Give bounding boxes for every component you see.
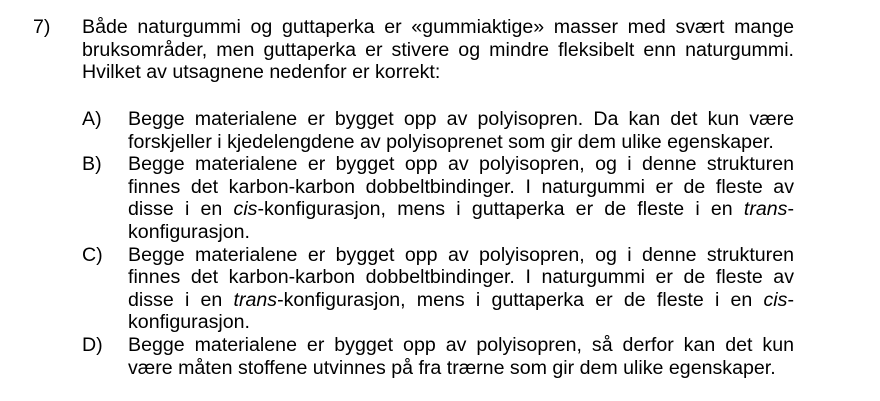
- option-line: finnes det karbon-karbon dobbeltbindinger. I naturgummi er de fleste av: [128, 266, 794, 289]
- option-line: Begge materialene er bygget opp av polyisopren, så derfor kan det kun: [128, 333, 794, 356]
- option-line: være måten stoffene utvinnes på fra trærne som gir dem ulike egenskaper.: [128, 356, 776, 379]
- stem-line: Hvilket av utsagnene nedenfor er korrekt:: [82, 61, 441, 84]
- text-run: disse i en: [128, 198, 234, 221]
- option-letter: A): [82, 108, 102, 130]
- option-b[interactable]: [82, 153, 794, 243]
- option-letter: C): [82, 243, 103, 266]
- stem-line: bruksområder, men guttaperka er stivere og mindre fleksibelt enn naturgummi.: [82, 38, 794, 61]
- italic-term: cis: [763, 288, 788, 311]
- option-c[interactable]: [82, 244, 794, 334]
- option-a[interactable]: [82, 108, 794, 153]
- option-letter: B): [82, 153, 102, 176]
- option-line: konfigurasjon.: [128, 311, 250, 334]
- text-run: -: [787, 198, 794, 221]
- option-line: finnes det karbon-karbon dobbeltbindinger. I naturgummi er de fleste av: [128, 175, 794, 198]
- option-line: [128, 289, 794, 312]
- italic-term: cis: [233, 198, 258, 221]
- text-run: -: [787, 288, 794, 311]
- option-d[interactable]: [82, 334, 794, 379]
- question-number: 7): [33, 16, 51, 38]
- text-run: -konfigurasjon, mens i guttaperka er de fleste i en: [257, 198, 744, 221]
- question-stem: [82, 16, 794, 84]
- text-run: -konfigurasjon, mens i guttaperka er de fleste i en: [277, 288, 764, 311]
- option-line: Begge materialene er bygget opp av polyisopren, og i denne strukturen: [128, 153, 794, 176]
- option-line: forskjeller i kjedelengdene av polyisoprenet som gir dem ulike egenskaper.: [128, 130, 774, 153]
- text-run: disse i en: [128, 288, 234, 311]
- italic-term: trans: [743, 198, 788, 221]
- answer-options: [82, 108, 794, 379]
- option-line: konfigurasjon.: [128, 220, 250, 243]
- option-line: [128, 198, 794, 221]
- option-line: Begge materialene er bygget opp av polyisopren, og i denne strukturen: [128, 243, 794, 266]
- stem-line: Både naturgummi og guttaperka er «gummiaktige» masser med svært mange: [82, 16, 794, 38]
- option-letter: D): [82, 333, 103, 356]
- option-line: Begge materialene er bygget opp av polyisopren. Da kan det kun være: [128, 108, 794, 130]
- italic-term: trans: [233, 288, 278, 311]
